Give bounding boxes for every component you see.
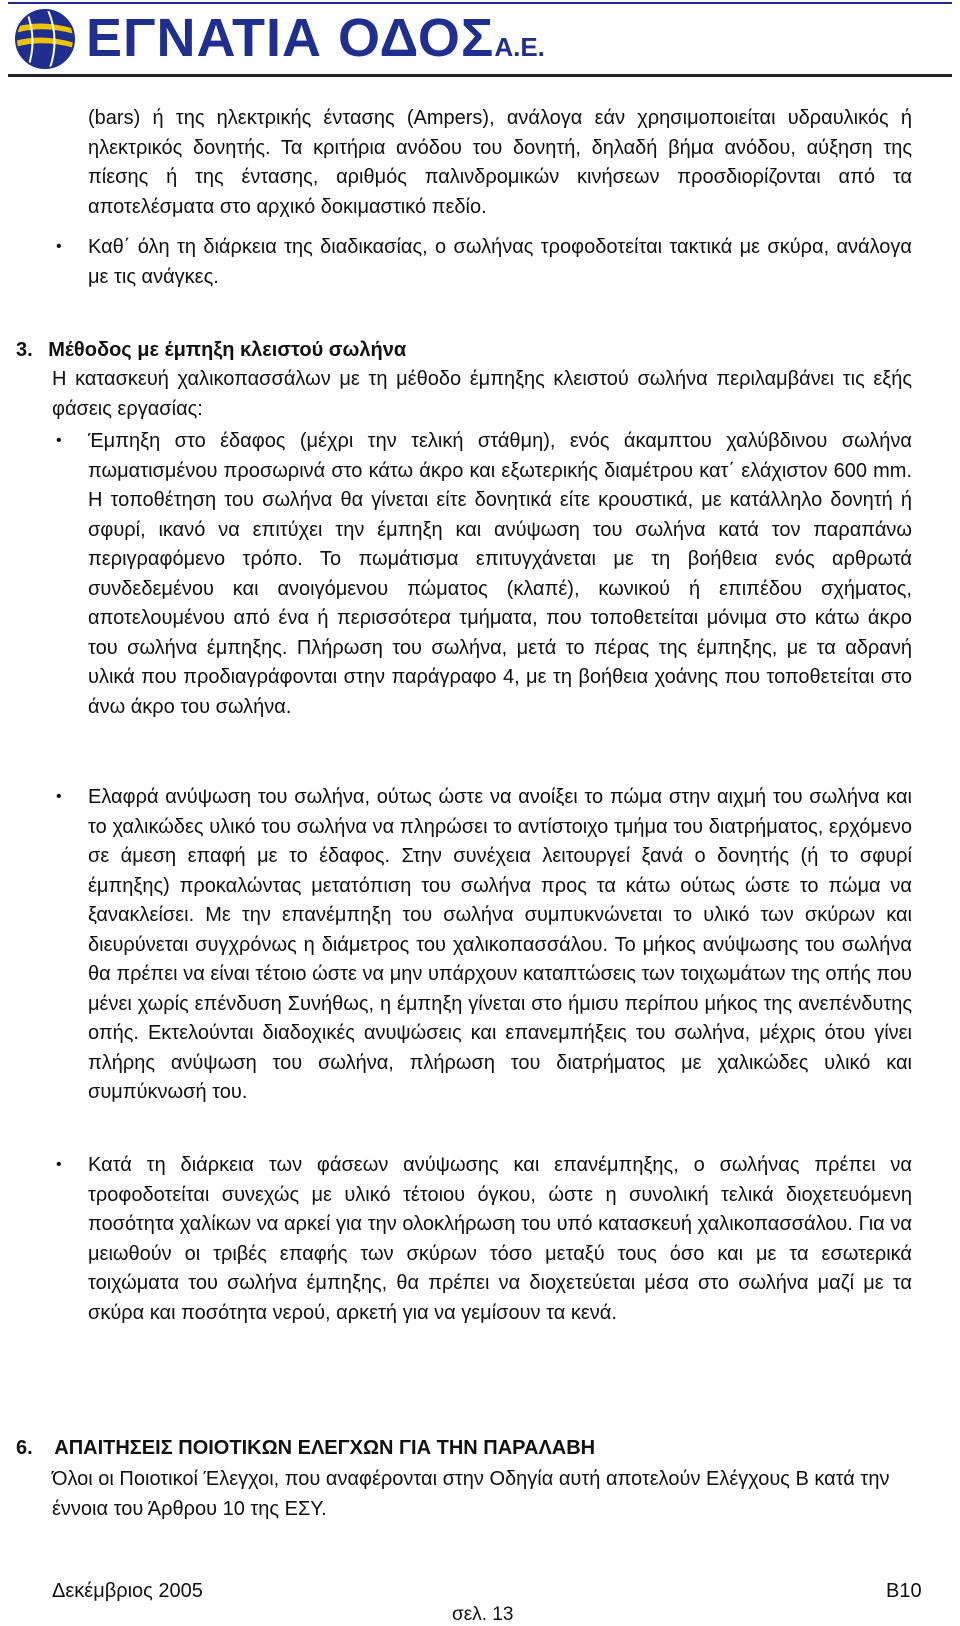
bullet-glyph: • (56, 432, 62, 449)
page-header (0, 0, 960, 78)
intro-paragraph: (bars) ή της ηλεκτρικής έντασης (Ampers), ανάλογα εάν χρησιμοποιείται υδραυλικός ή ηλεκτρικός δονητής. Τα κριτήρια ανόδου του δονητή, δηλαδή βήμα ανόδου, αύξηση της πίεσης ή της έντασης, αριθμός παλινδρομικών κινήσεων προσδιορίζονται από τα αποτελέσματα στο αρχικό δοκιμαστικό πεδίο. (88, 107, 912, 218)
bullet-glyph: • (56, 238, 62, 255)
footer-code: Β10 (886, 1580, 922, 1602)
header-top-rule (8, 2, 952, 4)
header-bottom-rule (8, 74, 952, 77)
section-6-body: Όλοι οι Ποιοτικοί Έλεγχοι, που αναφέρονται στην Οδηγία αυτή αποτελούν Ελέγχους Β κατά την έννοια του Άρθρου 10 της ΕΣΥ. (52, 1468, 890, 1520)
brand-main: ΕΓΝΑΤΙΑ ΟΔΟΣ (86, 8, 495, 68)
brand-suffix: Α.Ε. (494, 32, 545, 62)
section-6-heading (16, 1434, 916, 1464)
egnatia-globe-logo-icon (12, 8, 78, 70)
bullet-glyph: • (56, 788, 62, 805)
section-3-title: Μέθοδος με έμπηξη κλειστού σωλήνα (48, 339, 407, 361)
section-3-bullet-3: Κατά τη διάρκεια των φάσεων ανύψωσης και επανέμπηξης, ο σωλήνας πρέπει να τροφοδοτείται συνεχώς με υλικό τέτοιου όγκου, ώστε η συνολική τελικά διοχετευόμενη ποσότητα χαλίκων να αρκεί για την ολοκλήρωση του υπό κατασκευή χαλικοπασσάλου. Για να μειωθούν οι τριβές επαφής των σκύρων τόσο μεταξύ τους όσο και με τα εσωτερικά τοιχώματα του σωλήνα έμπηξης, θα πρέπει να διοχετεύεται μέσα στο σωλήνα μαζί με τα σκύρα και ποσότητα νερού, αρκετή για να γεμίσουν τα κενά. (88, 1154, 912, 1324)
section-3-heading (16, 336, 916, 366)
section-3-number: 3. (16, 339, 33, 361)
section-3-bullet-2: Ελαφρά ανύψωση του σωλήνα, ούτως ώστε να ανοίξει το πώμα στην αιχμή του σωλήνα και το χαλικώδες υλικό του σωλήνα να πληρώσει το αντίστοιχο τμήμα του διατρήματος, ερχόμενο σε άμεση επαφή με το έδαφος. Στην συνέχεια λειτουργεί ξανά ο δονητής (ή το σφυρί έμπηξης) προκαλώντας μετατόπιση του σωλήνα προς τα κάτω ούτως ώστε το πώμα να ξανακλείσει. Με την επανέμπηξη του σωλήνα συμπυκνώνεται το υλικό των σκύρων και διευρύνεται συγχρόνως η διάμετρος του χαλικοπασσάλου. Το μήκος ανύψωσης του σωλήνα θα πρέπει να είναι τέτοιο ώστε να μην υπάρχουν καταπτώσεις των τοιχωμάτων της οπής που μένει χωρίς επένδυση Συνήθως, η έμπηξη γίνεται στο ήμισυ περίπου μήκος της ανεπένδυτης οπής. Εκτελούνται διαδοχικές ανυψώσεις και επανεμπήξεις του σωλήνα, μέχρις ότου γίνει πλήρης ανύψωση του σωλήνα, πλήρωση του διατρήματος με χαλικώδες υλικό και συμπύκνωσή του. (88, 786, 912, 1103)
bullet-glyph: • (56, 1156, 62, 1173)
section-3-bullet-1: Έμπηξη στο έδαφος (μέχρι την τελική στάθμη), ενός άκαμπτου χαλύβδινου σωλήνα πωματισμένου προσωρινά στο κάτω άκρο και εξωτερικής διαμέτρου κατ΄ ελάχιστον 600 mm. Η τοποθέτηση του σωλήνα θα γίνεται είτε δονητικά είτε κρουστικά, με κατάλληλο δονητή ή σφυρί, ικανό να επιτύχει την έμπηξη και ανύψωση του σωλήνα κατά τον παραπάνω περιγραφόμενο τρόπο. Το πωμάτισμα επιτυγχάνεται με τη βοήθεια ενός αρθρωτά συνδεδεμένου και ανοιγόμενου πώματος (κλαπέ), κωνικού ή επιπέδου σχήματος, αποτελουμένου από ένα ή περισσότερα τμήματα, που τοποθετείται μόνιμα στο κάτω άκρο του σωλήνα έμπηξης. Πλήρωση του σωλήνα, μετά το πέρας της έμπηξης, με τα αδρανή υλικά που προδιαγράφονται στην παράγραφο 4, με τη βοήθεια χοάνης που τοποθετείται στο άνω άκρο του σωλήνα. (88, 430, 912, 718)
brand-name (86, 6, 545, 79)
section-6-title: ΑΠΑΙΤΗΣΕΙΣ ΠΟΙΟΤΙΚΩΝ ΕΛΕΓΧΩΝ ΓΙΑ ΤΗΝ ΠΑΡΑΛΑΒΗ (54, 1437, 596, 1459)
footer-page-number: σελ. 13 (452, 1604, 514, 1625)
bullet-feed-text: Καθ΄ όλη τη διάρκεια της διαδικασίας, ο σωλήνας τροφοδοτείται τακτικά με σκύρα, ανάλογα με τις ανάγκες. (88, 236, 912, 288)
section-6-number: 6. (16, 1437, 33, 1459)
section-3-intro: Η κατασκευή χαλικοπασσάλων με τη μέθοδο έμπηξης κλειστού σωλήνα περιλαμβάνει τις εξής φάσεις εργασίας: (52, 368, 912, 420)
footer-date: Δεκέμβριος 2005 (52, 1580, 203, 1602)
